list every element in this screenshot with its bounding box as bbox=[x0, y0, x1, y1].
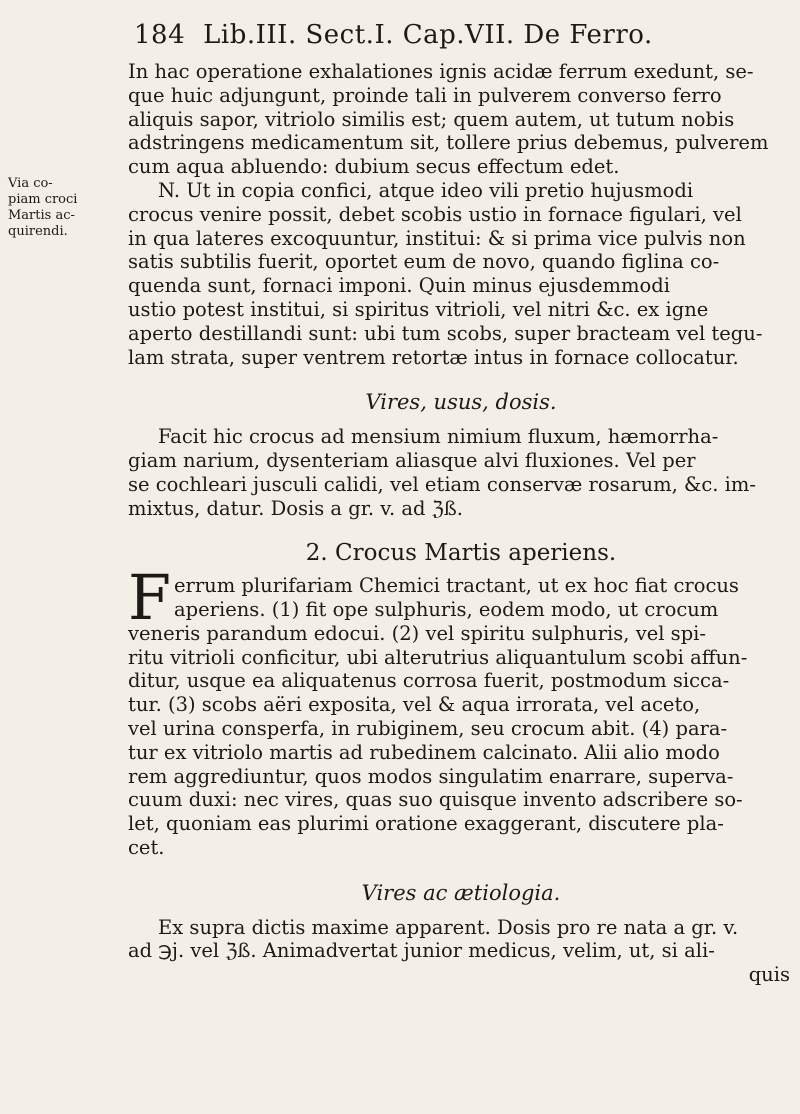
text-line: ustio potest institui, si spiritus vitrioli, vel nitri &c. ex igne bbox=[128, 297, 709, 321]
text-line: veneris parandum edocui. (2) vel spiritu sulphuris, vel spi- bbox=[128, 621, 707, 645]
catchword: quis bbox=[748, 963, 790, 987]
paragraph-3 bbox=[128, 425, 794, 520]
margin-note-line: Martis ac- bbox=[8, 208, 75, 223]
text-line: tur ex vitriolo martis ad rubedinem calcinato. Alii alio modo bbox=[128, 740, 720, 764]
text-line: aperto destillandi sunt: ubi tum scobs, super bracteam vel tegu- bbox=[128, 321, 763, 345]
paragraph-5 bbox=[128, 916, 794, 964]
margin-note-line: quirendi. bbox=[8, 224, 68, 239]
text-line: se cochleari jusculi calidi, vel etiam conservæ rosarum, &c. im- bbox=[128, 472, 756, 496]
paragraph-2 bbox=[128, 179, 794, 369]
paragraph-4 bbox=[128, 561, 794, 860]
margin-note bbox=[8, 176, 78, 240]
paragraph-1 bbox=[128, 60, 794, 179]
page-number: 184 bbox=[134, 20, 186, 50]
text-line: giam narium, dysenteriam aliasque alvi fluxiones. Vel per bbox=[128, 448, 696, 472]
text-line: adstringens medicamentum sit, tollere prius debemus, pulverem bbox=[128, 131, 769, 155]
text-line: In hac operatione exhalationes ignis acidæ ferrum exedunt, se- bbox=[128, 60, 754, 83]
text-line: in qua lateres excoquuntur, institui: & si prima vice pulvis non bbox=[128, 226, 746, 250]
text-line: lam strata, super ventrem retortæ intus in fornace collocatur. bbox=[128, 345, 739, 369]
text-line: satis subtilis fuerit, oportet eum de novo, quando figlina co- bbox=[128, 250, 720, 274]
running-header bbox=[134, 20, 794, 64]
page-body bbox=[128, 60, 794, 987]
section-heading-vires: Vires, usus, dosis. bbox=[365, 390, 557, 415]
text-line: crocus venire possit, debet scobis ustio in fornace figulari, vel bbox=[128, 202, 742, 226]
text-line: Ex supra dictis maxime apparent. Dosis pro re nata a gr. v. bbox=[158, 915, 739, 939]
text-line: ritu vitrioli conficitur, ubi alterutrius aliquantulum scobi affun- bbox=[128, 645, 748, 669]
text-line: Facit hic crocus ad mensium nimium fluxum, hæmorrha- bbox=[158, 425, 719, 449]
drop-cap: F bbox=[128, 561, 172, 635]
text-line: rem aggrediuntur, quos modos singulatim enarrare, superva- bbox=[128, 764, 734, 788]
text-line: errum plurifariam Chemici tractant, ut ex hoc fiat crocus bbox=[174, 574, 739, 598]
text-line: cum aqua abluendo: dubium secus effectum edet. bbox=[128, 155, 620, 179]
text-line: quenda sunt, fornaci imponi. Quin minus ejusdemmodi bbox=[128, 274, 670, 298]
text-line: ditur, usque ea aliquatenus corrosa fuerit, postmodum sicca- bbox=[128, 669, 730, 693]
text-line: tur. (3) scobs aëri exposita, vel & aqua irrorata, vel aceto, bbox=[128, 693, 701, 717]
text-line: aliquis sapor, vitriolo similis est; quem autem, ut tutum nobis bbox=[128, 107, 735, 131]
text-line: ad ℈j. vel ℨß. Animadvertat junior medicus, velim, ut, si ali- bbox=[128, 939, 715, 963]
text-line: mixtus, datur. Dosis a gr. v. ad ℨß. bbox=[128, 496, 463, 520]
text-line: vel urina consperfa, in rubiginem, seu crocum abit. (4) para- bbox=[128, 716, 728, 740]
running-title: Lib.III. Sect.I. Cap.VII. De Ferro. bbox=[203, 20, 653, 50]
section-heading-aetiologia: Vires ac ætiologia. bbox=[361, 880, 561, 905]
margin-note-line: Via co- bbox=[8, 176, 53, 191]
chapter-heading: 2. Crocus Martis aperiens. bbox=[305, 540, 617, 567]
text-line: cet. bbox=[128, 835, 165, 859]
text-line: cuum duxi: nec vires, quas suo quisque invento adscribere so- bbox=[128, 788, 743, 812]
text-line: que huic adjungunt, proinde tali in pulverem converso ferro bbox=[128, 83, 722, 107]
text-line: let, quoniam eas plurimi oratione exaggerant, discutere pla- bbox=[128, 812, 724, 836]
margin-note-line: piam croci bbox=[8, 192, 78, 207]
text-line: N. Ut in copia confici, atque ideo vili pretio hujusmodi bbox=[158, 178, 694, 202]
text-line: aperiens. (1) fit ope sulphuris, eodem modo, ut crocum bbox=[174, 597, 719, 621]
